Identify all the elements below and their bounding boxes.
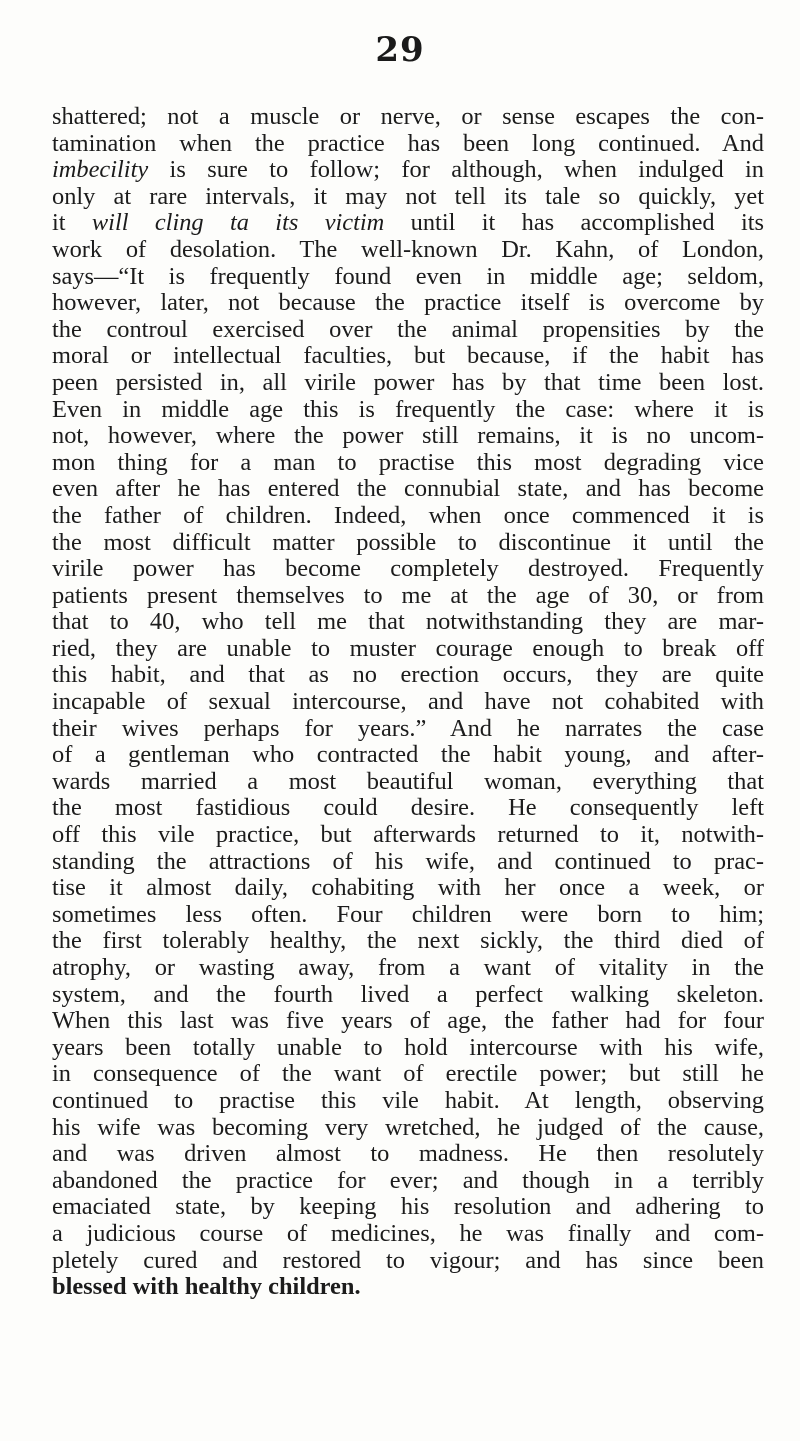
text-segment: the most difficult matter possible to discontinue it until the [52, 528, 764, 556]
text-segment: of a gentleman who contracted the habit young, and after- [52, 741, 764, 769]
text-segment: their wives perhaps for years.” And he narrates the case [52, 714, 764, 742]
text-segment: system, and the fourth lived a perfect walking skeleton. [52, 980, 764, 1008]
text-line [52, 184, 764, 211]
text-line [52, 955, 764, 982]
text-line [52, 769, 764, 796]
text-segment: even after he has entered the connubial state, and has become [52, 475, 764, 503]
text-line [52, 157, 764, 184]
page-number: 29 [375, 30, 425, 70]
text-line [52, 1168, 764, 1195]
text-line [52, 1088, 764, 1115]
text-segment: the father of children. Indeed, when once commenced it is [52, 501, 764, 529]
text-segment: atrophy, or wasting away, from a want of vitality in the [52, 954, 764, 981]
text-segment: the first tolerably healthy, the next sickly, the third died of [52, 927, 764, 955]
text-segment: pletely cured and restored to vigour; and has since been [52, 1246, 764, 1274]
text-line [52, 556, 764, 583]
text-segment: blessed with healthy children. [52, 1273, 361, 1301]
text-segment: sometimes less often. Four children were born to him; [52, 900, 764, 928]
text-segment: in consequence of the want of erectile power; but still he [52, 1060, 764, 1088]
text-segment: ried, they are unable to muster courage enough to break off [52, 634, 764, 662]
text-segment: peen persisted in, all virile power has by that time been lost. [52, 368, 764, 396]
text-line [52, 450, 764, 477]
body-text [52, 104, 764, 1301]
text-segment: not, however, where the power still remains, it is no uncom- [52, 422, 764, 450]
text-segment: says—“It is frequently found even in middle age; seldom, [52, 262, 764, 290]
text-line [52, 1194, 764, 1221]
text-segment: until it has accomplished its [384, 209, 764, 237]
text-line [52, 370, 764, 397]
text-segment: moral or intellectual faculties, but because, if the habit has [52, 342, 764, 370]
text-segment: only at rare intervals, it may not tell its tale so quickly, yet [52, 182, 764, 210]
text-segment: it [52, 209, 92, 237]
text-segment: emaciated state, by keeping his resolution and adhering to [52, 1193, 764, 1221]
text-line [52, 1141, 764, 1168]
text-line [52, 397, 764, 424]
text-segment: mon thing for a man to practise this most degrading vice [52, 448, 764, 476]
text-segment: the most fastidious could desire. He consequently left [52, 794, 764, 822]
text-line [52, 237, 764, 264]
text-segment: that to 40, who tell me that notwithstanding they are mar- [52, 608, 764, 636]
text-segment: and was driven almost to madness. He then resolutely [52, 1140, 764, 1168]
text-segment: tise it almost daily, cohabiting with her once a week, or [52, 874, 764, 902]
italic-text: will cling tа its victim [91, 209, 385, 237]
text-line [52, 1248, 764, 1275]
text-line [52, 423, 764, 450]
text-line [52, 849, 764, 876]
text-segment: years been totally unable to hold intercourse with his wife, [52, 1033, 764, 1061]
text-segment: abandoned the practice for ever; and though in a terribly [52, 1166, 764, 1194]
text-segment: shattered; not a muscle or nerve, or sense escapes the con- [52, 103, 764, 130]
text-line [52, 583, 764, 610]
text-line [52, 1035, 764, 1062]
text-line [52, 1221, 764, 1248]
text-segment: standing the attractions of his wife, and continued to prac- [52, 847, 764, 875]
text-line [52, 902, 764, 929]
text-segment: is sure to follow; for although, when indulged in [148, 156, 764, 184]
text-line [52, 210, 764, 237]
text-line [52, 716, 764, 743]
text-line [52, 982, 764, 1009]
text-line [52, 1008, 764, 1035]
text-line [52, 609, 764, 636]
text-line [52, 742, 764, 769]
text-line [52, 317, 764, 344]
text-segment: patients present themselves to me at the age of 30, or from [52, 581, 764, 609]
text-line [52, 264, 764, 291]
italic-text: imbecility [52, 156, 149, 184]
text-segment: tamination when the practice has been long continued. And [52, 129, 764, 157]
text-line [52, 662, 764, 689]
text-segment: wards married a most beautiful woman, everything that [52, 767, 764, 795]
text-line [52, 131, 764, 158]
text-segment: his wife was becoming very wretched, he judged of the cause, [52, 1113, 764, 1141]
text-line [52, 928, 764, 955]
text-line [52, 822, 764, 849]
text-line [52, 689, 764, 716]
text-line [52, 1274, 764, 1301]
text-segment: off this vile practice, but afterwards returned to it, notwith- [52, 821, 764, 849]
text-line [52, 636, 764, 663]
text-segment: incapable of sexual intercourse, and have not cohabited with [52, 688, 764, 716]
text-line [52, 530, 764, 557]
text-line [52, 104, 764, 131]
text-segment: the controul exercised over the animal propensities by the [52, 315, 764, 343]
text-line [52, 503, 764, 530]
text-segment: a judicious course of medicines, he was finally and com- [52, 1219, 764, 1247]
text-segment: however, later, not because the practice itself is overcome by [52, 289, 764, 317]
text-line [52, 343, 764, 370]
text-segment: Even in middle age this is frequently the case: where it is [52, 395, 764, 423]
text-line [52, 1061, 764, 1088]
text-segment: work of desolation. The well-known Dr. Kahn, of London, [52, 235, 764, 263]
text-segment: continued to practise this vile habit. At length, observing [52, 1086, 764, 1114]
text-segment: virile power has become completely destroyed. Frequently [52, 555, 764, 583]
text-line [52, 290, 764, 317]
text-line [52, 1115, 764, 1142]
text-line [52, 476, 764, 503]
text-line [52, 875, 764, 902]
text-line [52, 795, 764, 822]
text-segment: When this last was five years of age, the father had for four [52, 1007, 764, 1035]
text-segment: this habit, and that as no erection occurs, they are quite [52, 661, 764, 689]
